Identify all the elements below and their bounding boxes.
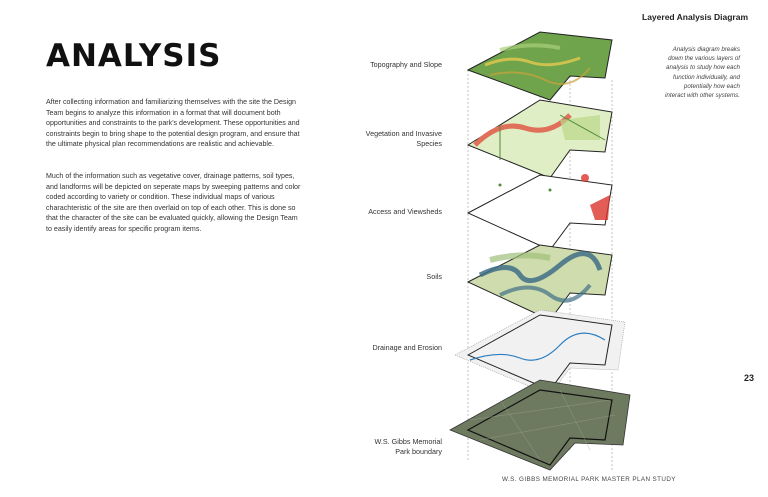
page-number: 23 xyxy=(743,373,754,383)
layer-label-soils: Soils xyxy=(426,272,442,281)
footer-text: W.S. GIBBS MEMORIAL PARK MASTER PLAN STUDY xyxy=(502,476,676,483)
access-marker-2 xyxy=(549,189,552,192)
layer-topography xyxy=(468,32,612,100)
topography-layer-fill xyxy=(468,32,612,100)
layer-label-vegetation: Vegetation and Invasive Species xyxy=(365,129,442,148)
method-paragraph: Much of the information such as vegetative cover, drainage patterns, soil types, and landforms will be depicted on seperate maps by sweeping patterns and color coded according to variety or condition. These individual maps of various charachteristic of the site are then overlaid on top of each other. This is done so that the character of the site can be evaluated quickly, allowing the Design Team to easily identify areas for specific program items. xyxy=(46,172,301,233)
layer-label-topography: Topography and Slope xyxy=(370,60,442,69)
diagram-title: Layered Analysis Diagram xyxy=(642,12,748,22)
intro-paragraph: After collecting information and familiarizing themselves with the site the Design Team begins to analyze this information in a format that will document both opportunities and constraints to the park's development. These opportunities and constraints begin to bring shape to the potential design program, and ensure that the ultimate physical plan recommendations are realistic and achievable. xyxy=(46,98,300,149)
layered-analysis-diagram xyxy=(440,20,655,480)
layer-boundary xyxy=(450,380,630,470)
layer-vegetation xyxy=(468,100,612,178)
page-title: ANALYSIS xyxy=(46,38,222,74)
side-note: Analysis diagram breaks down the various layers of analysis to study how each function individually, and potentially how each interact with other systems. xyxy=(665,46,740,100)
layer-label-boundary: W.S. Gibbs Memorial Park boundary xyxy=(374,437,442,456)
layer-soils xyxy=(468,245,612,320)
viewshed-point xyxy=(581,174,589,182)
layer-access xyxy=(468,174,612,250)
layer-label-drainage: Drainage and Erosion xyxy=(372,343,442,352)
layer-label-access: Access and Viewsheds xyxy=(368,207,442,216)
access-layer-fill xyxy=(468,175,612,250)
access-marker-1 xyxy=(499,184,502,187)
